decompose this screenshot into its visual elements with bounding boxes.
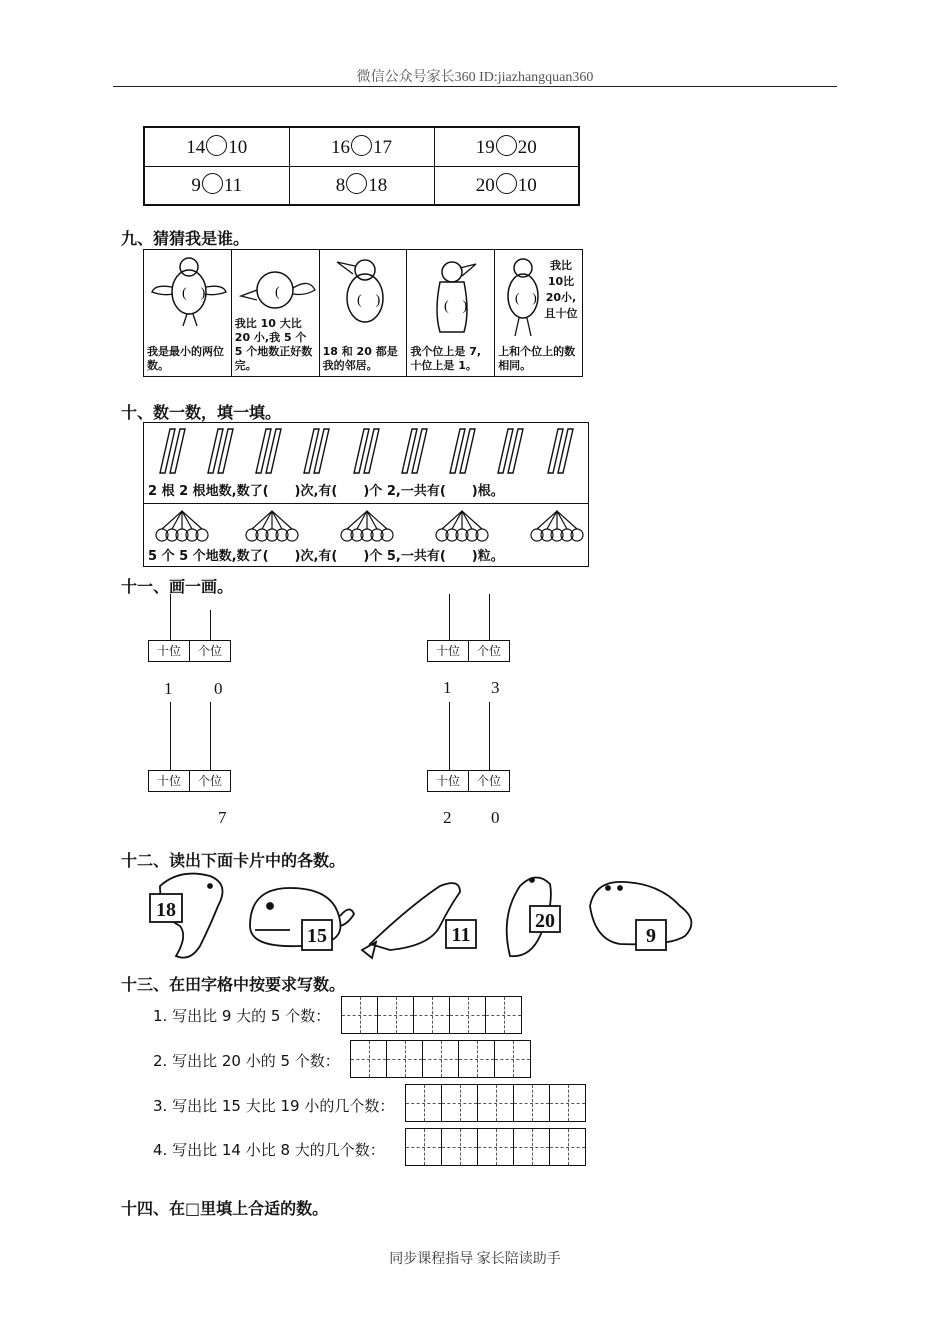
task-1-text: 1. 写出比 9 大的 5 个数： [153,1007,331,1025]
tens-digit: 1 [164,679,173,698]
tens-label: 十位 [435,774,460,788]
compare-cell[interactable]: 14 10 [144,127,289,166]
bird-caption: 我个位上是 7,十位上是 1。 [410,345,482,372]
bird-card [495,250,582,376]
answer-circle [206,135,227,156]
card-number: 15 [307,925,327,947]
bird-card [320,250,408,376]
section-14-title: 十四、在□里填上合适的数。 [121,1199,329,1218]
compare-cell[interactable]: 20 10 [434,166,579,205]
bird-icon [410,252,494,342]
answer-circle [346,173,367,194]
bird-card [144,250,232,376]
page-header: 微信公众号家长360 ID:jiazhangquan360 [356,70,594,85]
tens-label: 十位 [156,644,181,658]
bird-panel [143,249,583,377]
bird-card [232,250,320,376]
card-number: 9 [646,925,656,947]
section-10-title: 十、数一数，填一填。 [121,403,282,422]
ones-label: 个位 [189,641,230,661]
ones-digit: 7 [218,808,227,827]
count-panel [143,422,589,567]
card-number: 11 [451,924,471,946]
svg-text:( ): ( ) [182,286,206,301]
task-3-text: 3. 写出比 15 大比 19 小的几个数： [153,1097,395,1115]
section-12-title: 十二、读出下面卡片中的各数。 [121,851,346,870]
ones-digit: 0 [214,679,223,698]
svg-text:( ): ( ) [444,299,468,314]
answer-circle [202,173,223,194]
bird-caption: 上和个位上的数相同。 [498,345,576,372]
svg-text:( ): ( ) [515,290,537,305]
page-footer: 同步课程指导 家长陪读助手 [389,1252,561,1267]
section-9-title: 九、猜猜我是谁。 [121,229,250,248]
ones-label: 个位 [189,771,230,791]
animal-cards-illustration [140,866,700,968]
compare-cell[interactable]: 19 20 [434,127,579,166]
bird-caption: 我是最小的两位数。 [147,345,224,372]
tens-label: 十位 [435,644,460,658]
table-row [144,127,579,166]
tens-digit: 2 [443,808,452,827]
header-rule [113,86,837,87]
tian-grid-1[interactable] [341,996,522,1034]
count-cherries-text: 5 个 5 个地数,数了( )次,有( )个 5,一共有( )粒。 [148,549,504,564]
compare-table [143,126,580,206]
tens-label: 十位 [156,774,181,788]
compare-cell[interactable]: 8 18 [289,166,434,205]
bird-icon [323,252,407,342]
bird-side-text: 我比10比20小,且十位 [544,259,578,320]
bird-icon [147,252,231,342]
svg-text:( ): ( ) [356,293,380,308]
table-row [144,166,579,205]
card-number: 20 [535,910,555,932]
compare-cell[interactable]: 9 11 [144,166,289,205]
bird-card [407,250,495,376]
ones-digit: 0 [491,808,500,827]
task-4-text: 4. 写出比 14 小比 8 大的几个数： [153,1141,385,1159]
answer-circle [496,135,517,156]
answer-circle [351,135,372,156]
ones-digit: 3 [491,678,500,697]
tian-grid-2[interactable] [350,1040,531,1078]
task-2-text: 2. 写出比 20 小的 5 个数： [153,1052,340,1070]
tian-grid-4[interactable] [405,1128,586,1166]
tens-digit: 1 [443,678,452,697]
section-11-title: 十一、画一画。 [121,577,234,596]
compare-cell[interactable]: 16 17 [289,127,434,166]
card-number: 18 [156,899,176,921]
count-sticks-text: 2 根 2 根地数,数了( )次,有( )个 2,一共有( )根。 [148,484,504,499]
cherries-icon [144,507,588,547]
svg-text:(: ( [274,285,280,300]
ones-label: 个位 [468,771,509,791]
tian-grid-3[interactable] [405,1084,586,1122]
bird-icon [499,252,547,342]
bird-caption: 18 和 20 都是我的邻居。 [322,345,398,372]
answer-circle [496,173,517,194]
sticks-icon [144,425,588,485]
ones-label: 个位 [468,641,509,661]
section-13-title: 十三、在田字格中按要求写数。 [121,975,346,994]
bird-caption: 我比 10 大比 20 小,我 5 个 5 个地数正好数完。 [234,317,313,372]
